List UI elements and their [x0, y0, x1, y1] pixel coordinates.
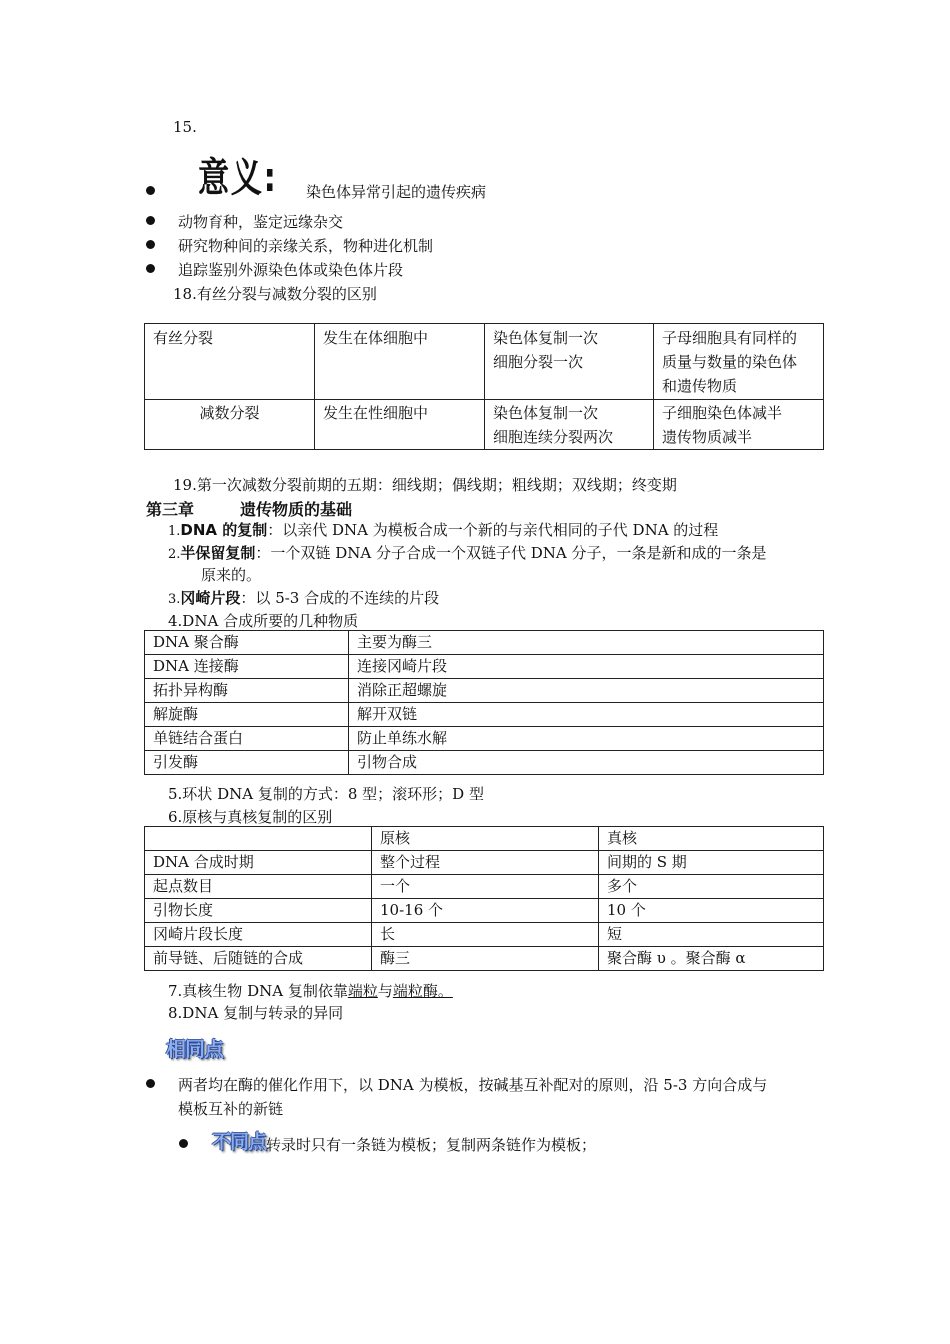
mitosis-meiosis-table: [144, 323, 824, 450]
item-5: 5.环状 DNA 复制的方式：8 型；滚环形；D 型: [168, 785, 484, 803]
table-cell: 连接冈崎片段: [349, 655, 824, 679]
cell-line: 细胞连续分裂两次: [493, 428, 614, 446]
definition-2-cont: 原来的。: [201, 566, 262, 584]
table-cell: 发生在体细胞中: [315, 324, 485, 400]
table-cell: 酶三: [372, 947, 599, 971]
table-cell: 长: [372, 923, 599, 947]
table-cell: 10-16 个: [372, 899, 599, 923]
item-4-title: 4.DNA 合成所要的几种物质: [168, 612, 359, 630]
table-cell: 拓扑异构酶: [145, 679, 349, 703]
table-cell: 解旋酶: [145, 703, 349, 727]
table-cell: 多个: [599, 875, 824, 899]
table-row: [145, 899, 824, 923]
table-cell: 引物长度: [145, 899, 372, 923]
significance-item-2: 动物育种，鉴定远缘杂交: [178, 213, 344, 231]
table-row: [145, 655, 824, 679]
table-cell: 有丝分裂: [145, 324, 315, 400]
cell-line: 染色体复制一次: [493, 329, 599, 347]
bullet-icon: [179, 1139, 188, 1148]
item-8-title: 8.DNA 复制与转录的异同: [168, 1004, 344, 1022]
telomerase-link: 端粒酶。: [392, 982, 453, 1000]
table-cell: 主要为酶三: [349, 631, 824, 655]
bullet-icon: [146, 240, 155, 249]
similarity-text-line-2: 模板互补的新链: [178, 1100, 284, 1118]
table-cell: 聚合酶 υ 。聚合酶 α: [599, 947, 824, 971]
cell-line: 遗传物质减半: [662, 428, 753, 446]
bullet-icon: [146, 264, 155, 273]
table-cell: 一个: [372, 875, 599, 899]
table-row: [145, 827, 824, 851]
table-cell: 原核: [372, 827, 599, 851]
dna-synthesis-substances-table: [144, 630, 824, 775]
table-cell: 短: [599, 923, 824, 947]
table-cell: 间期的 S 期: [599, 851, 824, 875]
table-cell: 解开双链: [349, 703, 824, 727]
table-cell: 10 个: [599, 899, 824, 923]
definition-text: ：一个双链 DNA 分子合成一个双链子代 DNA 分子，一条是新和成的一条是: [255, 544, 767, 562]
table-cell: DNA 合成时期: [145, 851, 372, 875]
table-cell: 防止单练水解: [349, 727, 824, 751]
table-cell: 引物合成: [349, 751, 824, 775]
table-row: [145, 703, 824, 727]
item-7-prefix: 7.真核生物 DNA 复制依靠: [168, 982, 348, 1000]
definition-2: [168, 542, 766, 563]
difference-wordart: 不同点: [212, 1131, 267, 1153]
bullet-icon: [146, 216, 155, 225]
item-7: [168, 980, 453, 1001]
table-row: [145, 751, 824, 775]
list-number: 3.: [168, 592, 181, 607]
table-row: [145, 851, 824, 875]
table-cell: DNA 聚合酶: [145, 631, 349, 655]
table-cell: 冈崎片段长度: [145, 923, 372, 947]
list-number: 1.: [168, 524, 181, 539]
telomere-link: 端粒: [347, 982, 378, 1000]
definition-term: 冈崎片段: [180, 589, 241, 607]
table-cell: 减数分裂: [145, 400, 315, 450]
table-cell: 整个过程: [372, 851, 599, 875]
difference-text: 转录时只有一条链为模板；复制两条链作为模板；: [266, 1136, 597, 1154]
table-cell: [145, 827, 372, 851]
significance-item-3: 研究物种间的亲缘关系，物种进化机制: [178, 237, 434, 255]
table-cell: 起点数目: [145, 875, 372, 899]
table-cell: 单链结合蛋白: [145, 727, 349, 751]
cell-line: 子母细胞具有同样的: [662, 329, 798, 347]
definition-term: DNA 的复制: [180, 521, 268, 539]
cell-line: 质量与数量的染色体: [662, 353, 798, 371]
item-7-mid: 与: [377, 982, 393, 1000]
table-cell: 发生在性细胞中: [315, 400, 485, 450]
table-cell: [485, 324, 654, 400]
similarity-text-line-1: 两者均在酶的催化作用下，以 DNA 为模板，按碱基互补配对的原则，沿 5-3 方向合成与: [178, 1076, 768, 1094]
table-cell: [654, 324, 824, 400]
chapter-number: 第三章: [146, 500, 195, 519]
list-number: 2.: [168, 547, 181, 562]
table-row: [145, 947, 824, 971]
cell-line: 染色体复制一次: [493, 404, 599, 422]
table-cell: DNA 连接酶: [145, 655, 349, 679]
prokaryote-eukaryote-table: [144, 826, 824, 971]
item-6-title: 6.原核与真核复制的区别: [168, 808, 333, 826]
table-row: [145, 400, 824, 450]
table-row: [145, 875, 824, 899]
definition-3: [168, 587, 439, 608]
table-cell: 消除正超螺旋: [349, 679, 824, 703]
table-row: [145, 324, 824, 400]
bullet-icon: [146, 1079, 155, 1088]
item-18-title: 18.有丝分裂与减数分裂的区别: [173, 285, 377, 303]
item-15-number: 15.: [173, 118, 197, 136]
table-row: [145, 679, 824, 703]
table-row: [145, 631, 824, 655]
item-19: 19.第一次减数分裂前期的五期：细线期；偶线期；粗线期；双线期；终变期: [173, 476, 677, 494]
similarity-wordart: 相同点: [166, 1037, 223, 1061]
cell-line: 和遗传物质: [662, 377, 738, 395]
table-cell: 前导链、后随链的合成: [145, 947, 372, 971]
definition-text: ：以 5-3 合成的不连续的片段: [240, 589, 440, 607]
significance-heading: 意义:: [198, 155, 278, 201]
table-row: [145, 727, 824, 751]
table-cell: [485, 400, 654, 450]
cell-line: 子细胞染色体减半: [662, 404, 783, 422]
chapter-title: 遗传物质的基础: [240, 500, 353, 519]
table-cell: [654, 400, 824, 450]
table-cell: 引发酶: [145, 751, 349, 775]
definition-1: [168, 519, 718, 540]
significance-item-1: 染色体异常引起的遗传疾病: [306, 183, 487, 201]
definition-text: ：以亲代 DNA 为模板合成一个新的与亲代相同的子代 DNA 的过程: [267, 521, 719, 539]
bullet-icon: [146, 186, 155, 195]
definition-term: 半保留复制: [180, 544, 256, 562]
cell-line: 细胞分裂一次: [493, 353, 584, 371]
table-cell: 真核: [599, 827, 824, 851]
table-row: [145, 923, 824, 947]
significance-item-4: 追踪鉴别外源染色体或染色体片段: [178, 261, 404, 279]
